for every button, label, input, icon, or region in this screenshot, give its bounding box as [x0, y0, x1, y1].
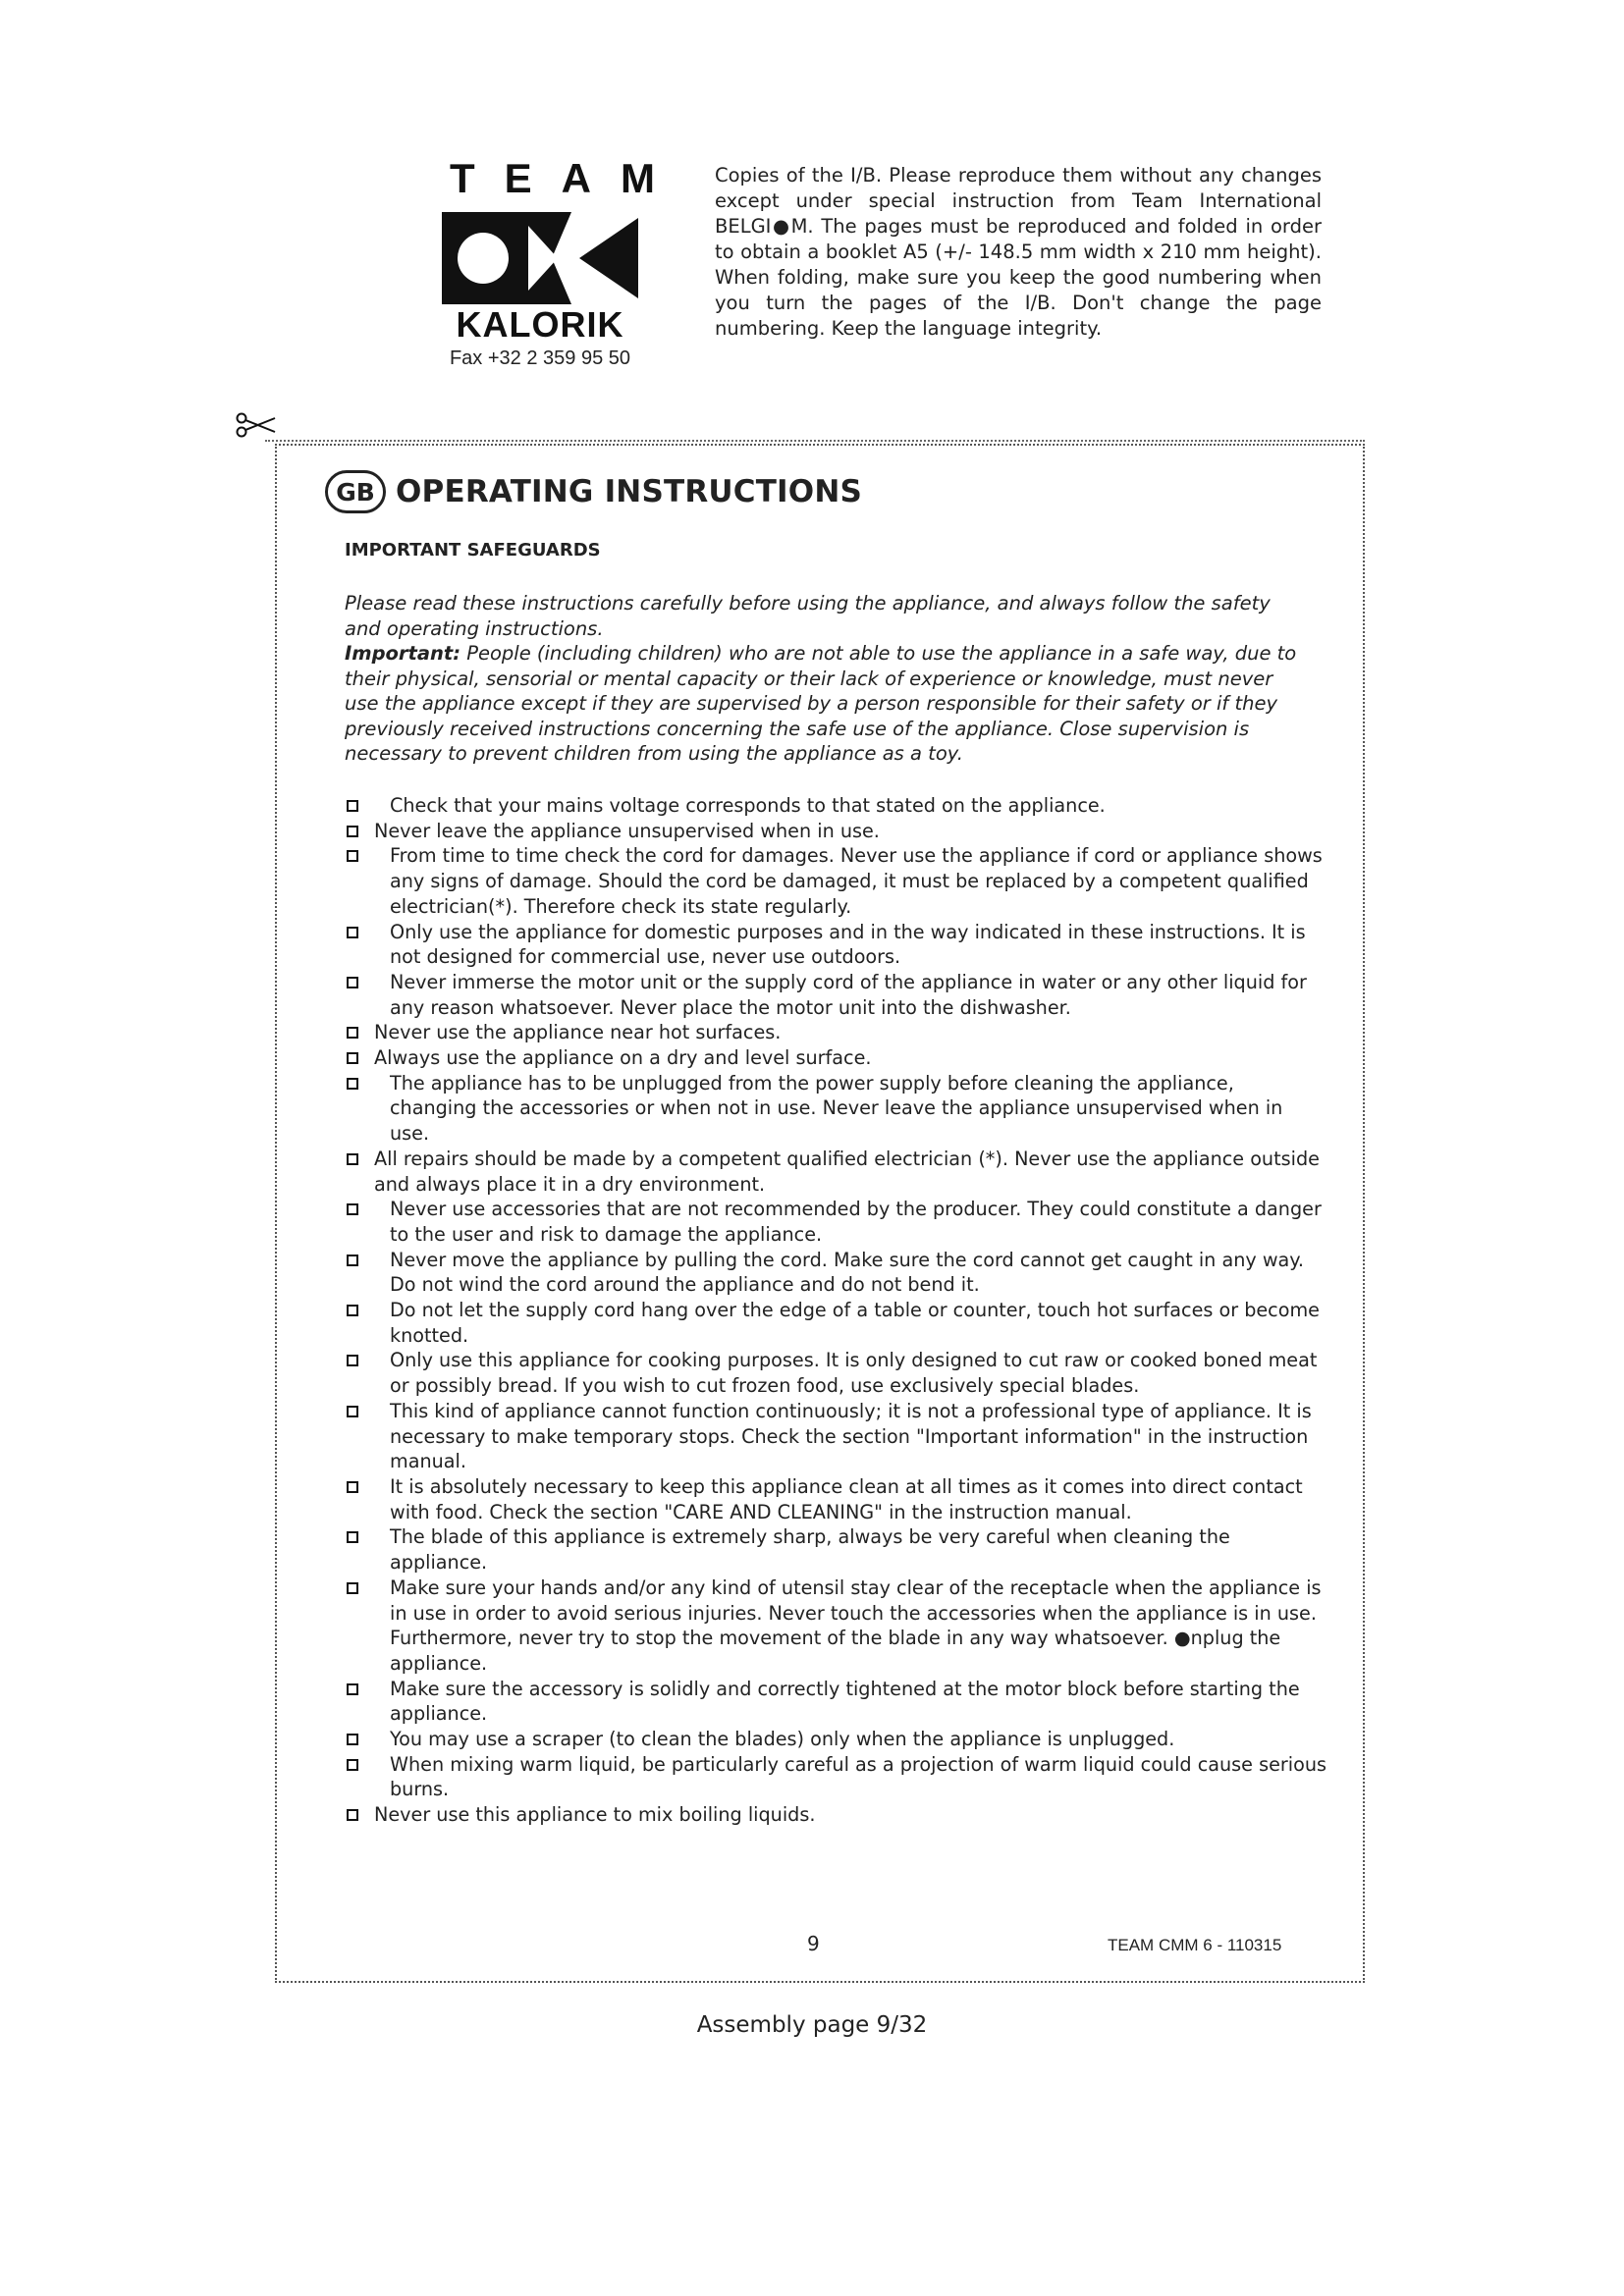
page-title: OPERATING INSTRUCTIONS: [396, 474, 863, 509]
important-text: People (including children) who are not able to use the appliance in a safe way, due to their physical, sensorial or mental capacity or their lack of experience or knowledge, must never use the appliance except if they are supervised by a person responsible for their safety or if they previously received instructions concerning the safe use of the appliance. Close supervision is necessary to prevent children from using the appliance as a toy.: [345, 642, 1297, 765]
assembly-page-label: Assembly page 9/32: [696, 2012, 928, 2038]
list-item: Never move the appliance by pulling the cord. Make sure the cord cannot get caught in any way. Do not wind the cord around the appliance and do not bend it.: [345, 1248, 1326, 1298]
checkbox-bullet-icon: [347, 977, 358, 988]
list-item: It is absolutely necessary to keep this appliance clean at all times as it comes into direct contact with food. Check the section "CARE AND CLEANING" in the instruction manual.: [345, 1474, 1326, 1524]
list-item: Never use the appliance near hot surfaces.: [345, 1020, 1326, 1045]
list-item: The appliance has to be unplugged from the power supply before cleaning the appliance, changing the accessories or when not in use. Never leave the appliance unsupervised when in use.: [345, 1071, 1326, 1147]
intro-text: [345, 591, 1307, 767]
list-item: Only use the appliance for domestic purposes and in the way indicated in these instructions. It is not designed for commercial use, never use outdoors.: [345, 920, 1326, 970]
important-label: Important:: [345, 642, 461, 665]
list-item: Never immerse the motor unit or the supply cord of the appliance in water or any other liquid for any reason whatsoever. Never place the motor unit into the dishwasher.: [345, 970, 1326, 1020]
checkbox-bullet-icon: [347, 1255, 358, 1266]
checkbox-bullet-icon: [347, 850, 358, 862]
checkbox-bullet-icon: [347, 927, 358, 938]
cut-line: [265, 440, 1365, 442]
fax-number: Fax +32 2 359 95 50: [449, 347, 631, 369]
important-paragraph: [345, 641, 1307, 767]
list-item: The blade of this appliance is extremely sharp, always be very careful when cleaning the appliance.: [345, 1524, 1326, 1575]
checkbox-bullet-icon: [347, 1531, 358, 1543]
checkbox-bullet-icon: [347, 1809, 358, 1821]
list-item: Do not let the supply cord hang over the edge of a table or counter, touch hot surfaces or become knotted.: [345, 1298, 1326, 1348]
checkbox-bullet-icon: [347, 1052, 358, 1064]
list-item: Check that your mains voltage corresponds to that stated on the appliance.: [345, 793, 1326, 819]
team-kalorik-logo: [428, 155, 684, 370]
intro-paragraph: Please read these instructions carefully before using the appliance, and always follow the safety and operating instructions.: [345, 592, 1271, 640]
page-number: 9: [807, 1932, 820, 1955]
list-item: All repairs should be made by a competent qualified electrician (*). Never use the appliance outside and always place it in a dry environment.: [345, 1147, 1326, 1197]
list-item: When mixing warm liquid, be particularly careful as a projection of warm liquid could cause serious burns.: [345, 1752, 1326, 1802]
checkbox-bullet-icon: [347, 1355, 358, 1366]
list-item: Make sure the accessory is solidly and correctly tightened at the motor block before starting the appliance.: [345, 1677, 1326, 1727]
list-item: Never use this appliance to mix boiling liquids.: [345, 1802, 1326, 1828]
list-item: Always use the appliance on a dry and level surface.: [345, 1045, 1326, 1071]
logo-brand: KALORIK: [456, 304, 624, 345]
language-badge: GB: [325, 470, 386, 513]
checkbox-bullet-icon: [347, 1027, 358, 1039]
checkbox-bullet-icon: [347, 1582, 358, 1594]
document-code: TEAM CMM 6 - 110315: [1108, 1936, 1282, 1954]
checkbox-bullet-icon: [347, 1305, 358, 1316]
reproduction-note: Copies of the I/B. Please reproduce them without any changes except under special instruction from Team International BELGI●M. The pages must be reproduced and folded in order to obtain a booklet A5 (+/- 148.5 mm width x 210 mm height). When folding, make sure you keep the good numbering when you turn the pages of the I/B. Don't change the page numbering. Keep the language integrity.: [715, 164, 1322, 340]
checkbox-bullet-icon: [347, 800, 358, 812]
checkbox-bullet-icon: [347, 1406, 358, 1417]
checkbox-bullet-icon: [347, 1203, 358, 1215]
checkbox-bullet-icon: [347, 1153, 358, 1165]
safeguards-heading: IMPORTANT SAFEGUARDS: [345, 540, 601, 561]
checkbox-bullet-icon: [347, 1734, 358, 1745]
list-item: From time to time check the cord for damages. Never use the appliance if cord or appliance shows any signs of damage. Should the cord be damaged, it must be replaced by a competent qualified electrician(*). Therefore check its state regularly.: [345, 843, 1326, 919]
list-item: Never leave the appliance unsupervised when in use.: [345, 819, 1326, 844]
checkbox-bullet-icon: [347, 1078, 358, 1090]
kalorik-k-mark-icon: [442, 212, 638, 304]
section-heading: [325, 467, 862, 516]
list-item: Make sure your hands and/or any kind of utensil stay clear of the receptacle when the appliance is in use in order to avoid serious injuries. Never touch the accessories when the appliance is in use. Furthermore, never try to stop the movement of the blade in any way whatsoever. ●nplug the appliance.: [345, 1575, 1326, 1677]
list-item: Only use this appliance for cooking purposes. It is only designed to cut raw or cooked boned meat or possibly bread. If you wish to cut frozen food, use exclusively special blades.: [345, 1348, 1326, 1398]
logo-wordmark: TEAM: [450, 155, 684, 201]
list-item: Never use accessories that are not recommended by the producer. They could constitute a danger to the user and risk to damage the appliance.: [345, 1197, 1326, 1247]
checkbox-bullet-icon: [347, 1481, 358, 1493]
checkbox-bullet-icon: [347, 1759, 358, 1771]
list-item: You may use a scraper (to clean the blades) only when the appliance is unplugged.: [345, 1727, 1326, 1752]
scissors-icon: [236, 410, 279, 440]
list-item: This kind of appliance cannot function continuously; it is not a professional type of appliance. It is necessary to make temporary stops. Check the section "Important information" in the instruction manual.: [345, 1399, 1326, 1474]
checkbox-bullet-icon: [347, 1683, 358, 1695]
checkbox-bullet-icon: [347, 826, 358, 837]
safeguards-list: [345, 793, 1326, 1828]
